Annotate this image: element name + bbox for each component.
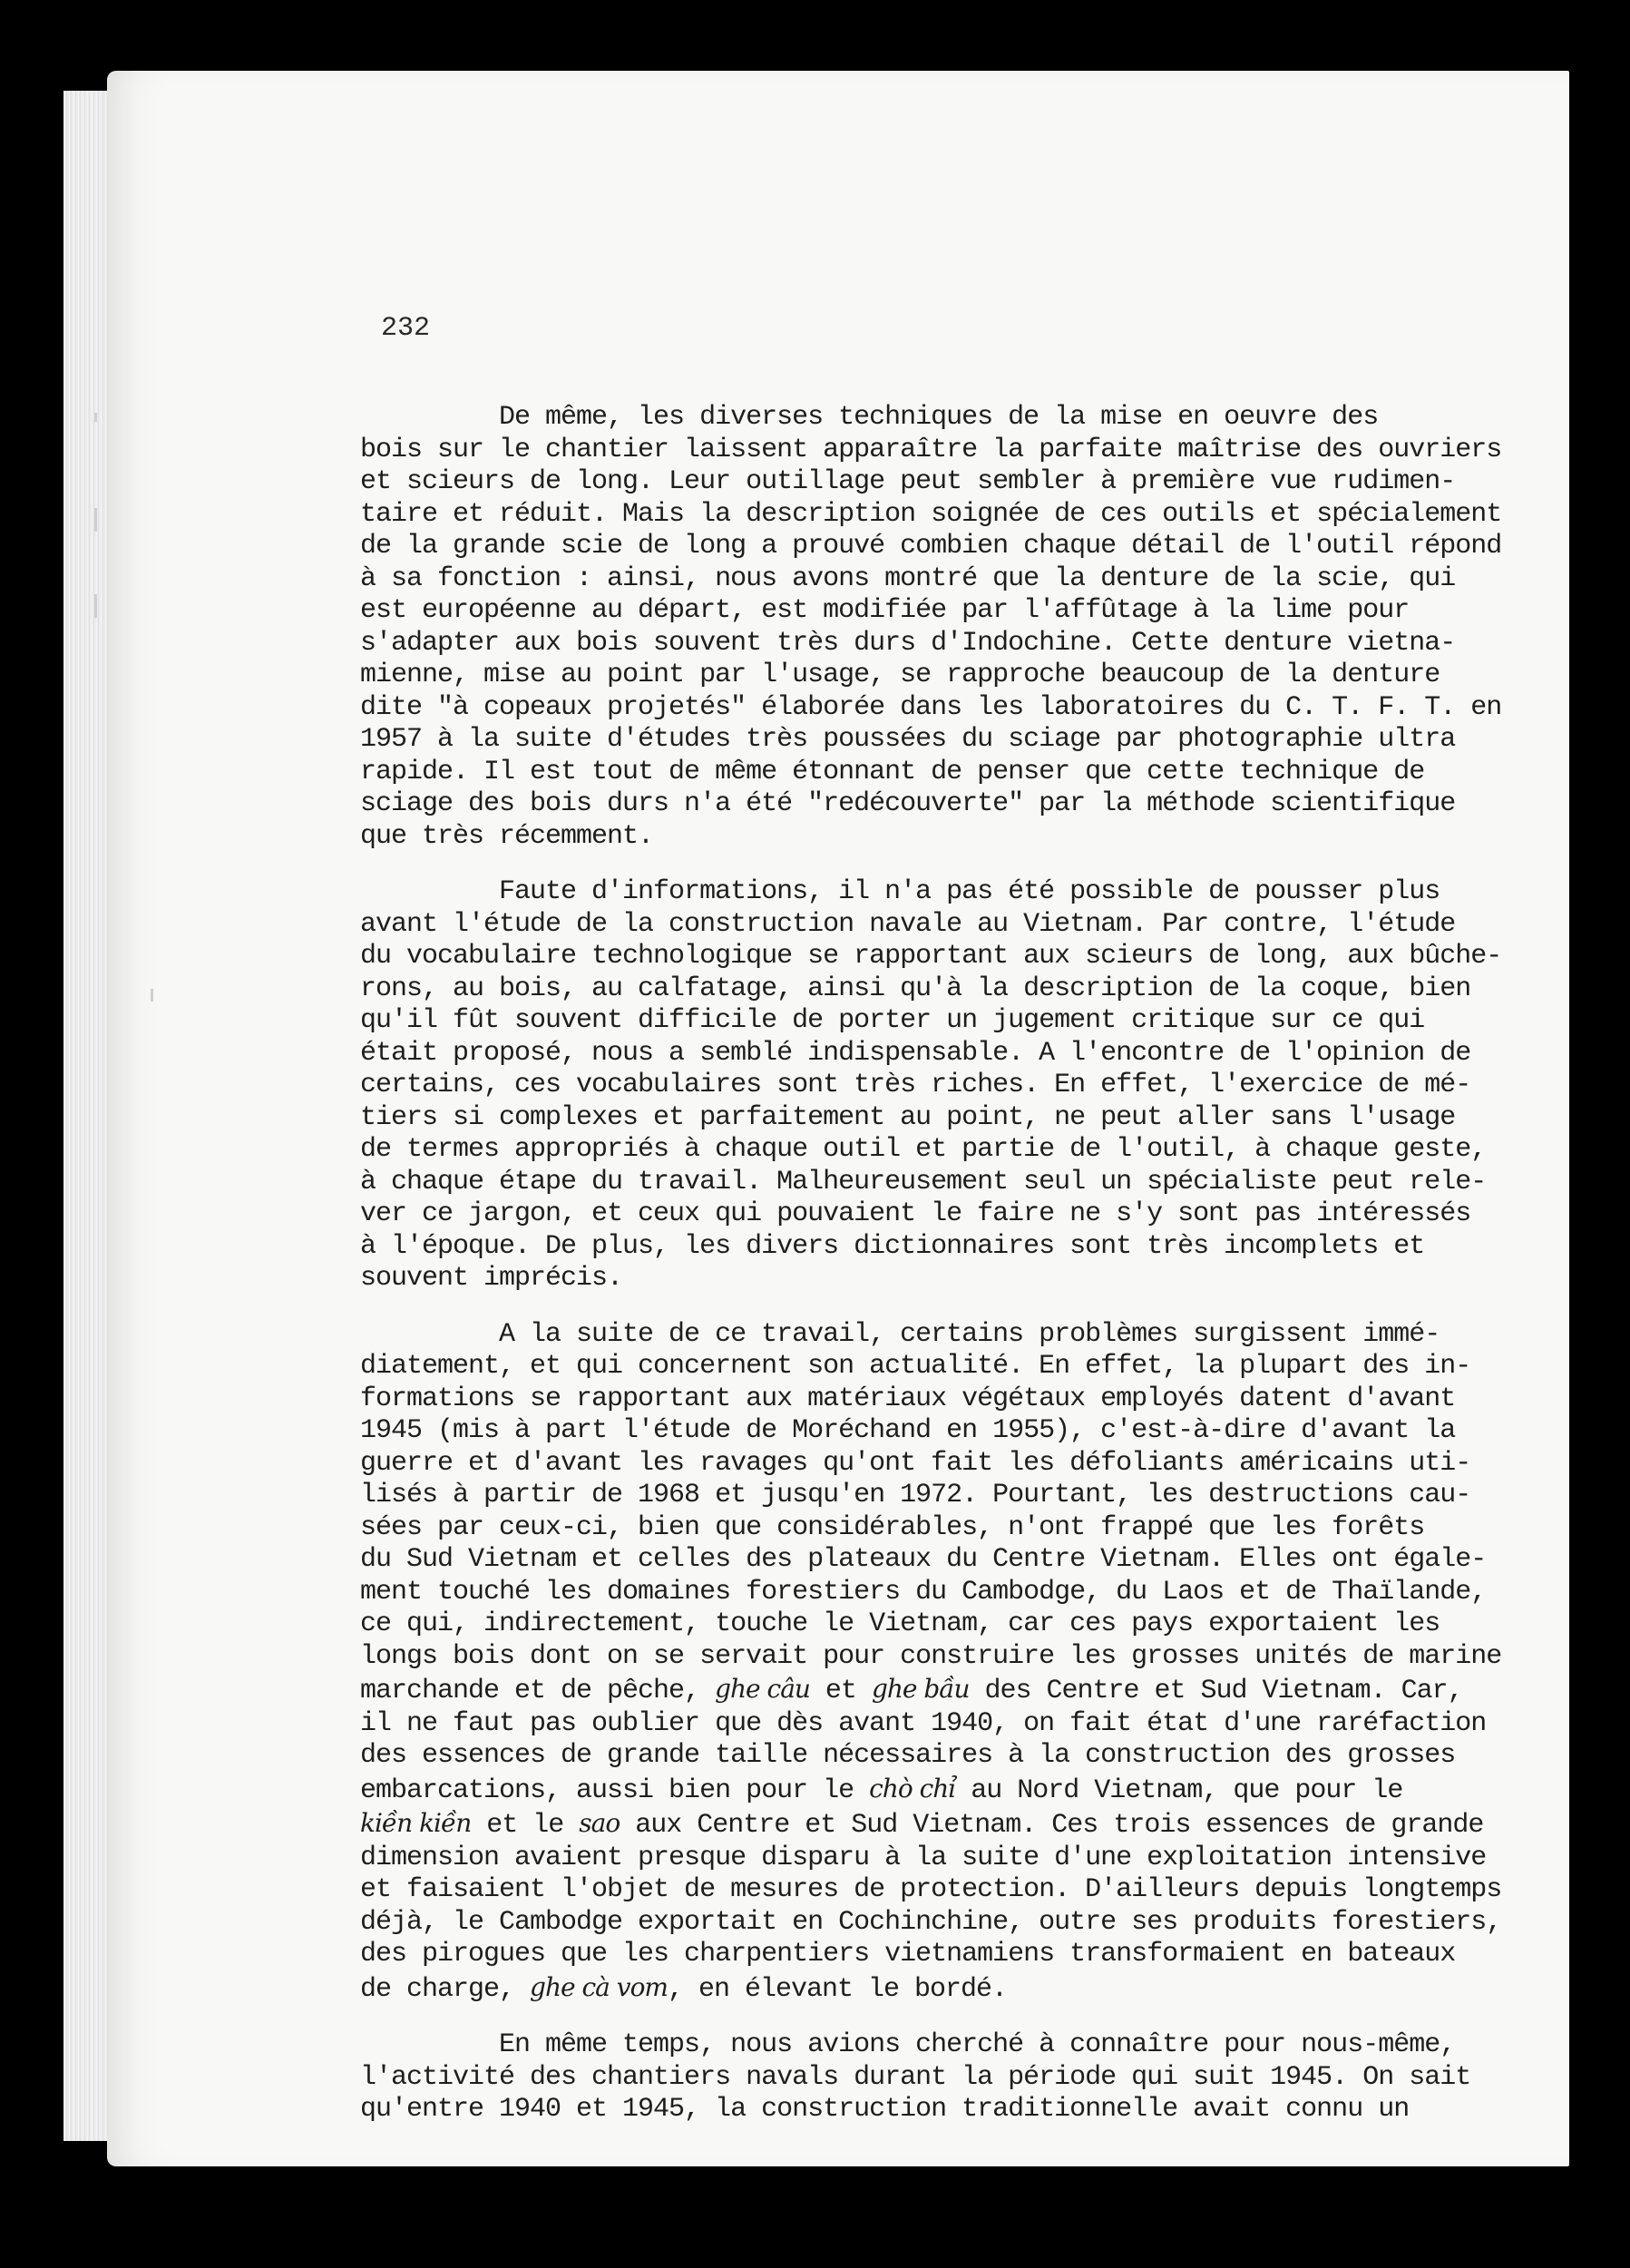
- binding-mark: [94, 508, 97, 532]
- vietnamese-term: sao: [579, 1808, 620, 1838]
- text-line: souvent imprécis.: [360, 1263, 623, 1294]
- text-line: bois sur le chantier laissent apparaître la parfaite maîtrise des ouvriers: [360, 434, 1502, 465]
- binding-mark: [94, 413, 97, 422]
- text-line: taire et réduit. Mais la description soignée de ces outils et spécialement: [360, 498, 1502, 530]
- text-line: sciage des bois durs n'a été "redécouverte" par la méthode scientifique: [360, 788, 1456, 819]
- text-line: 1945 (mis à part l'étude de Moréchand en 1955), c'est-à-dire d'avant la: [360, 1415, 1456, 1446]
- text-line: qu'il fût souvent difficile de porter un jugement critique sur ce qui: [360, 1005, 1425, 1036]
- text-line: du vocabulaire technologique se rapportant aux scieurs de long, aux bûche-: [360, 941, 1502, 972]
- text-line: s'adapter aux bois souvent très durs d'Indochine. Cette denture vietna-: [360, 627, 1456, 659]
- text-line: A la suite de ce travail, certains problèmes surgissent immé-: [360, 1318, 1440, 1350]
- text-line: lisés à partir de 1968 et jusqu'en 1972. Pourtant, les destructions cau-: [360, 1480, 1471, 1510]
- text-line: est européenne au départ, est modifiée par l'affûtage à la lime pour: [360, 595, 1410, 626]
- text-line: 1957 à la suite d'études très poussées du sciage par photographie ultra: [360, 724, 1456, 755]
- text-line: tiers si complexes et parfaitement au point, ne peut aller sans l'usage: [360, 1101, 1456, 1133]
- paragraph: [360, 1319, 1501, 2007]
- text-line: ver ce jargon, et ceux qui pouvaient le faire ne s'y sont pas intéressés: [360, 1198, 1471, 1229]
- text-line: certains, ces vocabulaires sont très riches. En effet, l'exercice de mé-: [360, 1070, 1471, 1100]
- vietnamese-term: ghe câu: [715, 1674, 810, 1704]
- text-line: il ne faut pas oublier que dès avant 1940, on fait état d'une raréfaction: [360, 1707, 1487, 1739]
- text-line: à chaque étape du travail. Malheureusement seul un spécialiste peut rele-: [360, 1166, 1487, 1198]
- text-line: embarcations, aussi bien pour le chò chỉ au Nord Vietnam, que pour le: [360, 1773, 1403, 1806]
- vietnamese-term: ghe cà vom: [530, 1971, 668, 2002]
- text-line: kiền kiền et le sao aux Centre et Sud Vietnam. Ces trois essences de grande: [360, 1808, 1484, 1841]
- text-line: guerre et d'avant les ravages qu'ont fait les défoliants américains uti-: [360, 1447, 1471, 1479]
- text-line: était proposé, nous a semblé indispensable. A l'encontre de l'opinion de: [360, 1037, 1471, 1069]
- text-line: que très récemment.: [360, 820, 654, 852]
- paragraph: [360, 402, 1501, 853]
- text-line: longs bois dont on se servait pour construire les grosses unités de marine: [360, 1640, 1502, 1672]
- text-line: dite "à copeaux projetés" élaborée dans les laboratoires du C. T. F. T. en: [360, 691, 1502, 723]
- text-line: sées par ceux-ci, bien que considérables, n'ont frappé que les forêts: [360, 1511, 1425, 1543]
- text-line: de charge, ghe cà vom, en élevant le bordé.: [360, 1971, 1008, 2005]
- paragraph: [360, 2029, 1501, 2126]
- text-line: mienne, mise au point par l'usage, se rapproche beaucoup de la denture: [360, 660, 1440, 690]
- text-line: de la grande scie de long a prouvé combien chaque détail de l'outil répond: [360, 531, 1502, 562]
- text-line: des pirogues que les charpentiers vietnamiens transformaient en bateaux: [360, 1939, 1456, 1970]
- text-line: l'activité des chantiers navals durant la période qui suit 1945. On sait: [360, 2061, 1471, 2093]
- text-line: Faute d'informations, il n'a pas été possible de pousser plus: [360, 876, 1440, 907]
- text-line: à l'époque. De plus, les divers dictionnaires sont très incomplets et: [360, 1230, 1425, 1262]
- text-line: qu'entre 1940 et 1945, la construction traditionnelle avait connu un: [360, 2094, 1410, 2125]
- text-line: formations se rapportant aux matériaux végétaux employés datent d'avant: [360, 1383, 1456, 1414]
- text-line: du Sud Vietnam et celles des plateaux du Centre Vietnam. Elles ont égale-: [360, 1544, 1487, 1575]
- vietnamese-term: ghe bầu: [871, 1674, 970, 1704]
- text-line: de termes appropriés à chaque outil et partie de l'outil, à chaque geste,: [360, 1134, 1487, 1165]
- text-line: diatement, et qui concernent son actualité. En effet, la plupart des in-: [360, 1351, 1471, 1382]
- text-line: et scieurs de long. Leur outillage peut sembler à première vue rudimen-: [360, 466, 1456, 497]
- paragraph: [360, 876, 1501, 1295]
- text-line: dimension avaient presque disparu à la suite d'une exploitation intensive: [360, 1842, 1487, 1873]
- binding-mark: [94, 594, 97, 618]
- text-line: marchande et de pêche, ghe câu et ghe bầu des Centre et Sud Vietnam. Car,: [360, 1674, 1463, 1706]
- text-line: avant l'étude de la construction navale au Vietnam. Par contre, l'étude: [360, 908, 1456, 940]
- text-line: et faisaient l'objet de mesures de protection. D'ailleurs depuis longtemps: [360, 1874, 1502, 1905]
- text-line: De même, les diverses techniques de la mise en oeuvre des: [360, 402, 1379, 433]
- text-line: rapide. Il est tout de même étonnant de penser que cette technique de: [360, 756, 1425, 787]
- text-line: rons, au bois, au calfatage, ainsi qu'à la description de la coque, bien: [360, 973, 1471, 1004]
- binding-mark: [151, 989, 153, 1002]
- text-line: ment touché les domaines forestiers du Cambodge, du Laos et de Thaïlande,: [360, 1576, 1487, 1608]
- text-line: déjà, le Cambodge exportait en Cochinchine, outre ses produits forestiers,: [360, 1906, 1502, 1938]
- vietnamese-term: chò chỉ: [869, 1773, 956, 1804]
- text-body: [360, 402, 1501, 2150]
- page-number: 232: [381, 313, 431, 344]
- text-line: ce qui, indirectement, touche le Vietnam, car ces pays exportaient les: [360, 1608, 1440, 1639]
- text-line: à sa fonction : ainsi, nous avons montré que la denture de la scie, qui: [360, 562, 1456, 594]
- vietnamese-term: kiền kiền: [360, 1808, 472, 1838]
- text-line: En même temps, nous avions cherché à connaître pour nous-même,: [360, 2029, 1456, 2060]
- text-line: des essences de grande taille nécessaires à la construction des grosses: [360, 1740, 1456, 1771]
